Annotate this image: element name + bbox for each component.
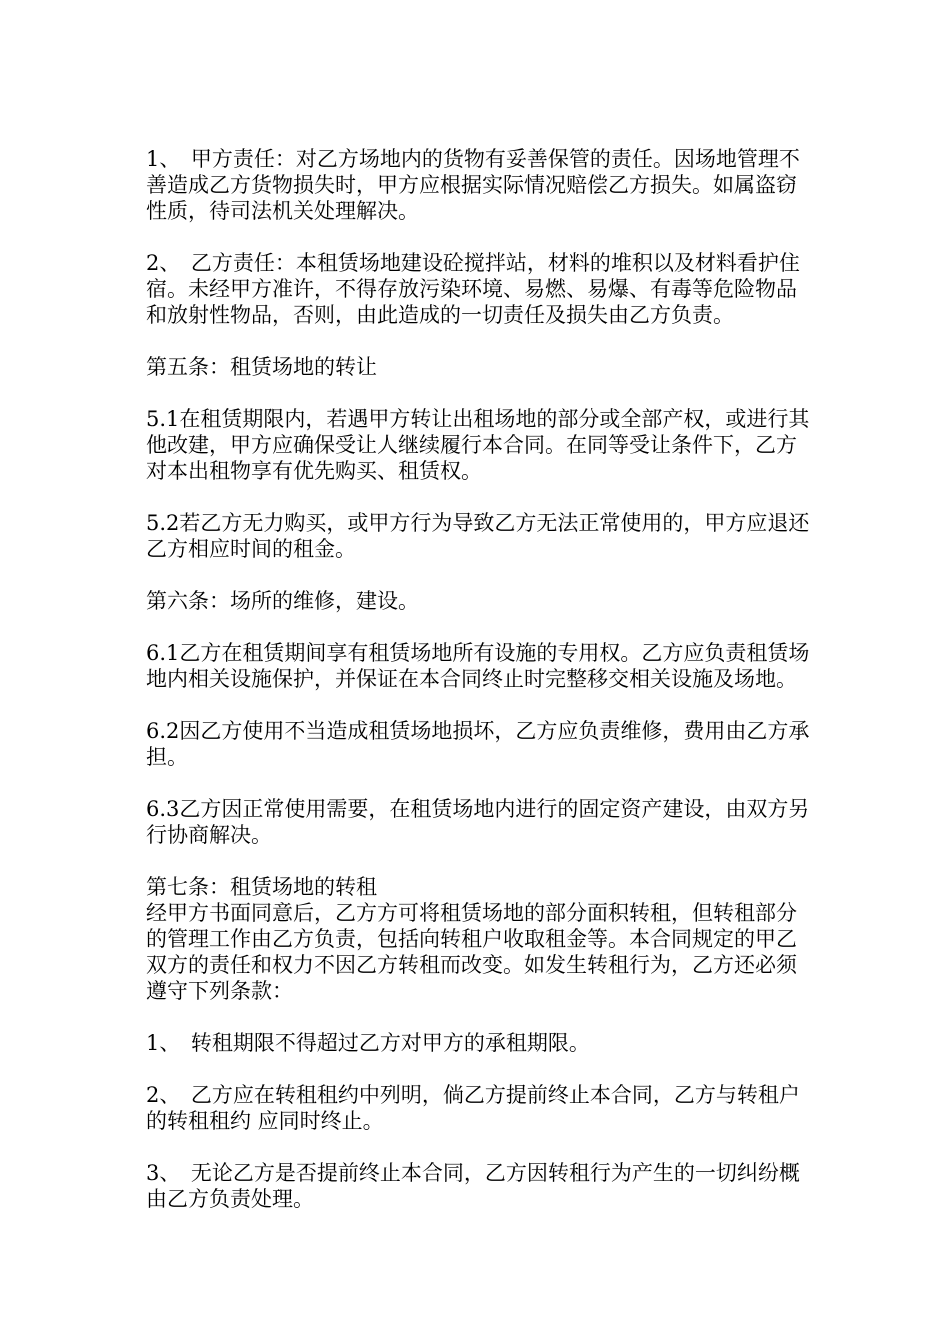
article-7-heading: 第七条：租赁场地的转租	[146, 875, 377, 899]
sublease-term-2: 2、 乙方应在转租租约中列明，倘乙方提前终止本合同，乙方与转租户的转租租约 应同时终止。	[146, 1083, 800, 1133]
article-5-heading: 第五条：租赁场地的转让	[146, 355, 377, 379]
clause-6-2: 6.2因乙方使用不当造成租赁场地损坏，乙方应负责维修，费用由乙方承担。	[146, 719, 810, 769]
clause-party-a-responsibility: 1、 甲方责任：对乙方场地内的货物有妥善保管的责任。因场地管理不善造成乙方货物损失时，甲方应根据实际情况赔偿乙方损失。如属盗窃性质，待司法机关处理解决。	[146, 147, 800, 223]
clause-6-3: 6.3乙方因正常使用需要，在租赁场地内进行的固定资产建设，由双方另行协商解决。	[146, 797, 810, 847]
clause-party-b-responsibility: 2、 乙方责任：本租赁场地建设砼搅拌站，材料的堆积以及材料看护住宿。未经甲方准许，不得存放污染环境、易燃、易爆、有毒等危险物品和放射性物品，否则，由此造成的一切责任及损失由乙方负责。	[146, 251, 800, 327]
sublease-term-1: 1、 转租期限不得超过乙方对甲方的承租期限。	[146, 1031, 590, 1055]
clause-6-1: 6.1乙方在租赁期间享有租赁场地所有设施的专用权。乙方应负责租赁场地内相关设施保护，并保证在本合同终止时完整移交相关设施及场地。	[146, 641, 810, 691]
article-6-heading: 第六条：场所的维修，建设。	[146, 589, 419, 613]
document-page	[146, 146, 811, 1238]
clause-5-2: 5.2若乙方无力购买，或甲方行为导致乙方无法正常使用的，甲方应退还乙方相应时间的租金。	[146, 511, 810, 561]
article-7-body: 经甲方书面同意后，乙方方可将租赁场地的部分面积转租，但转租部分的管理工作由乙方负责，包括向转租户收取租金等。本合同规定的甲乙双方的责任和权力不因乙方转租而改变。如发生转租行为，乙方还必须遵守下列条款：	[146, 901, 797, 1003]
clause-5-1: 5.1在租赁期限内，若遇甲方转让出租场地的部分或全部产权，或进行其他改建，甲方应确保受让人继续履行本合同。在同等受让条件下，乙方对本出租物享有优先购买、租赁权。	[146, 407, 810, 483]
sublease-term-3: 3、 无论乙方是否提前终止本合同，乙方因转租行为产生的一切纠纷概由乙方负责处理。	[146, 1161, 800, 1211]
